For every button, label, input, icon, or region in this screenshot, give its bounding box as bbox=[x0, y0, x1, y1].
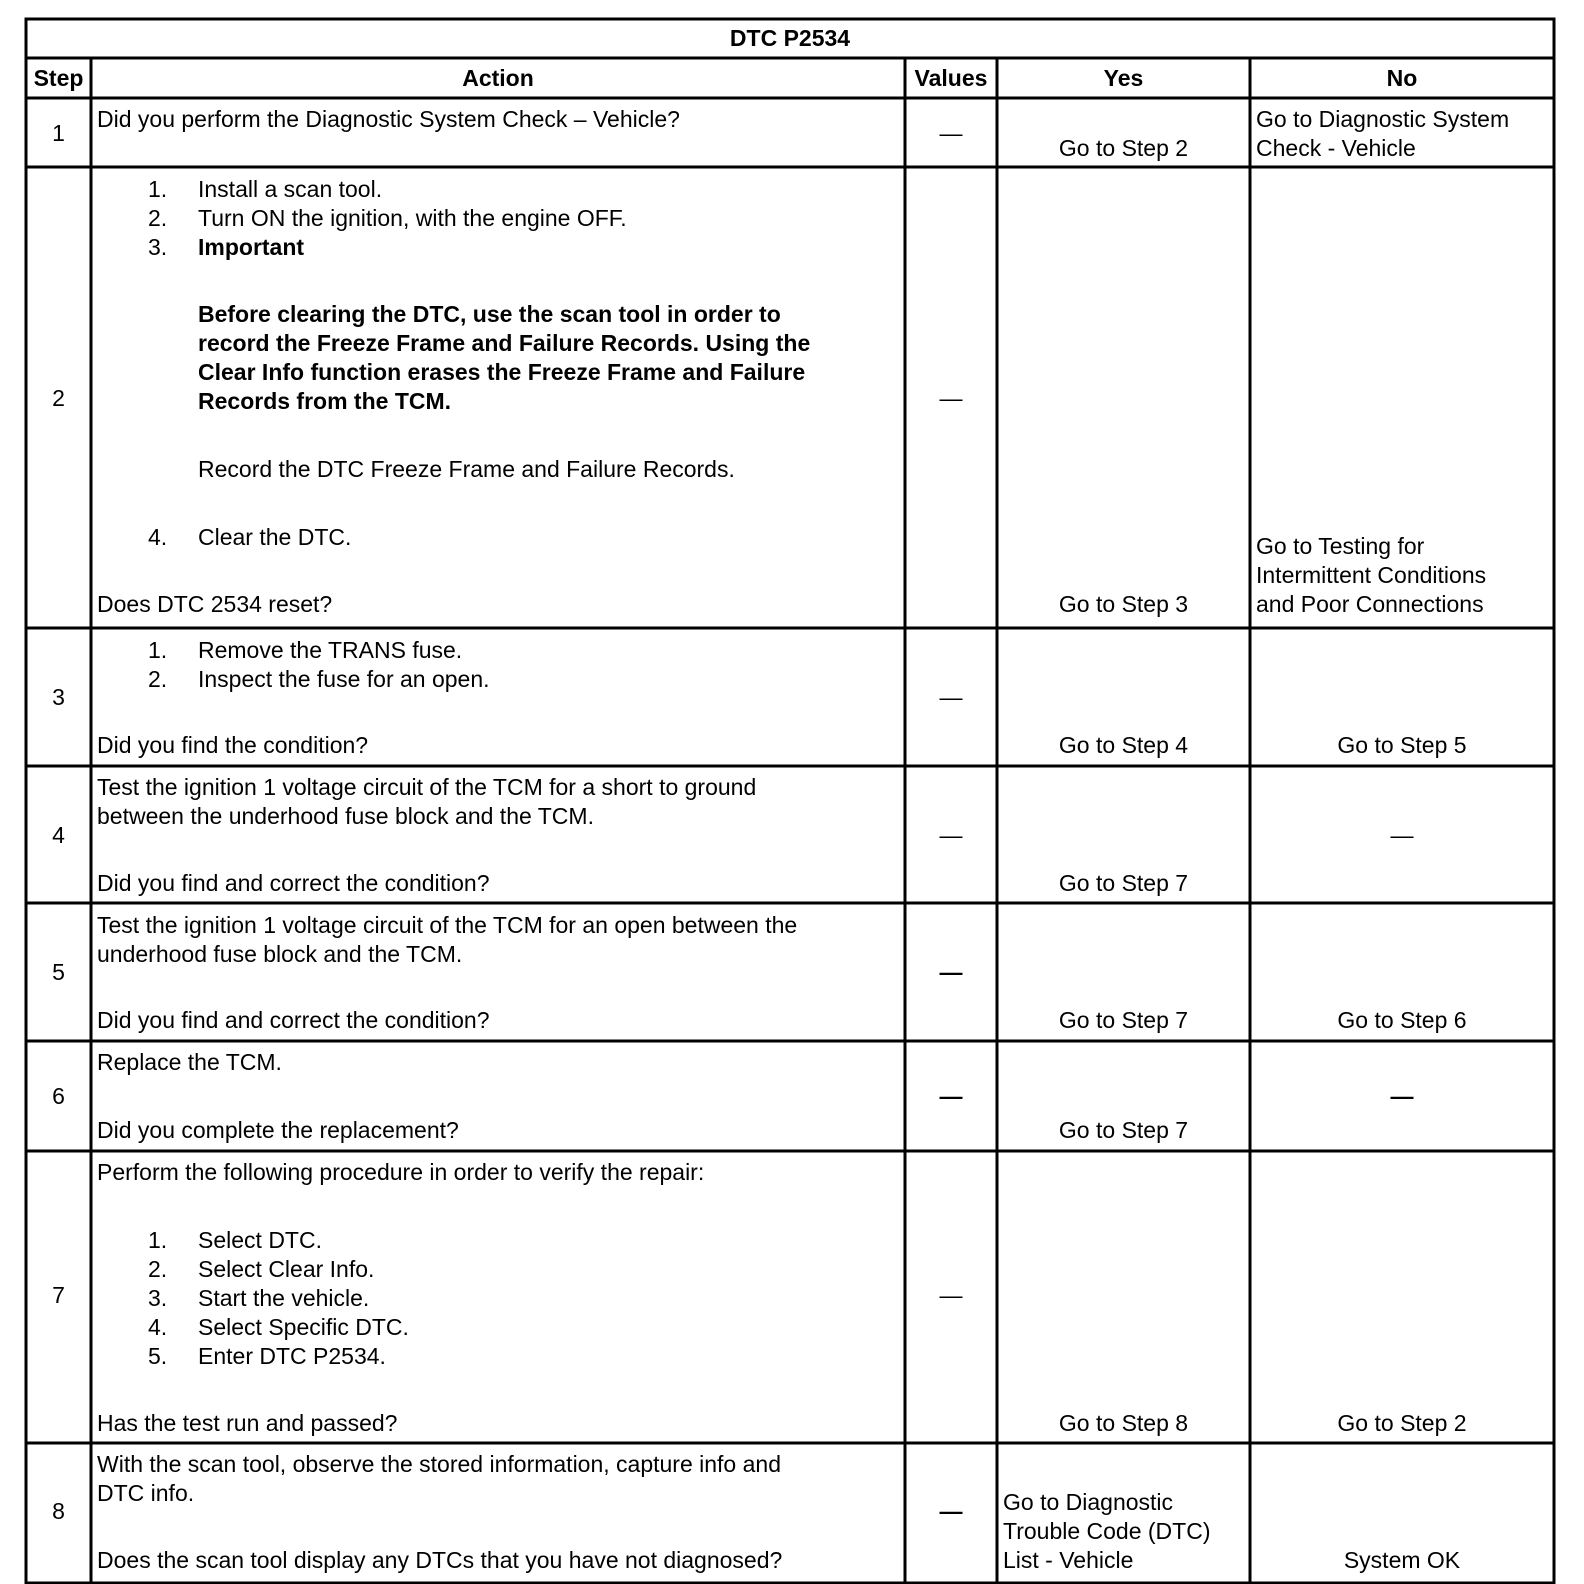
step-number: 5 bbox=[52, 959, 65, 985]
action-text-line: DTC info. bbox=[97, 1480, 195, 1506]
list-item: Turn ON the ignition, with the engine OFF. bbox=[198, 205, 627, 231]
important-note-line: record the Freeze Frame and Failure Records. Using the bbox=[198, 330, 811, 356]
no-cell: Go to Step 2 bbox=[1337, 1410, 1467, 1436]
question-text: Did you find and correct the condition? bbox=[97, 1007, 490, 1033]
no-cell-dash: — bbox=[1390, 1083, 1414, 1109]
list-item: Start the vehicle. bbox=[198, 1285, 370, 1311]
question-text: Did you find the condition? bbox=[97, 732, 369, 758]
step-number: 4 bbox=[52, 822, 65, 848]
action-text-line: With the scan tool, observe the stored information, capture info and bbox=[97, 1451, 781, 1477]
yes-cell: Go to Step 7 bbox=[1058, 1117, 1189, 1143]
no-cell-line: Check - Vehicle bbox=[1256, 135, 1416, 161]
step-number: 1 bbox=[52, 120, 65, 146]
no-cell-line: Intermittent Conditions bbox=[1256, 562, 1487, 588]
step-number: 6 bbox=[52, 1083, 65, 1109]
step-number: 7 bbox=[52, 1282, 65, 1308]
yes-cell: Go to Step 3 bbox=[1058, 591, 1189, 617]
list-number: 2. bbox=[148, 666, 168, 692]
yes-cell-line: Trouble Code (DTC) bbox=[1003, 1518, 1211, 1544]
list-number: 4. bbox=[148, 1314, 168, 1340]
yes-cell: Go to Step 7 bbox=[1058, 1007, 1189, 1033]
important-note-line: Clear Info function erases the Freeze Frame and Failure bbox=[198, 359, 806, 385]
no-cell-dash: — bbox=[1390, 822, 1414, 848]
question-text: Did you complete the replacement? bbox=[97, 1117, 459, 1143]
header-values: Values bbox=[914, 65, 988, 91]
yes-cell: Go to Step 7 bbox=[1058, 870, 1189, 896]
action-text-line: underhood fuse block and the TCM. bbox=[97, 941, 463, 967]
no-cell-line: Go to Testing for bbox=[1256, 533, 1425, 559]
no-cell: Go to Step 6 bbox=[1337, 1007, 1467, 1033]
table-title: DTC P2534 bbox=[729, 25, 851, 51]
step-number: 8 bbox=[52, 1498, 65, 1524]
values-dash: — bbox=[939, 1498, 963, 1524]
list-item: Select Clear Info. bbox=[198, 1256, 375, 1282]
question-text: Did you find and correct the condition? bbox=[97, 870, 490, 896]
list-item: Install a scan tool. bbox=[198, 176, 383, 202]
values-dash: — bbox=[939, 684, 963, 710]
question-text: Has the test run and passed? bbox=[97, 1410, 398, 1436]
action-text-line: Test the ignition 1 voltage circuit of the TCM for an open between the bbox=[97, 912, 798, 938]
list-item: Select Specific DTC. bbox=[198, 1314, 409, 1340]
action-text: Replace the TCM. bbox=[97, 1049, 282, 1075]
action-text-line: Test the ignition 1 voltage circuit of the TCM for a short to ground bbox=[97, 774, 757, 800]
values-dash: — bbox=[939, 120, 963, 146]
list-item: Clear the DTC. bbox=[198, 524, 352, 550]
list-item: Inspect the fuse for an open. bbox=[198, 666, 490, 692]
list-number: 4. bbox=[148, 524, 168, 550]
header-step: Step bbox=[33, 65, 84, 91]
list-number: 3. bbox=[148, 234, 168, 260]
important-note-line: Before clearing the DTC, use the scan tool in order to bbox=[198, 301, 781, 327]
list-item: Enter DTC P2534. bbox=[198, 1343, 386, 1369]
important-label: Important bbox=[198, 234, 305, 260]
values-dash: — bbox=[939, 1083, 963, 1109]
values-dash: — bbox=[939, 1282, 963, 1308]
list-item: Remove the TRANS fuse. bbox=[198, 637, 463, 663]
yes-cell: Go to Step 2 bbox=[1058, 135, 1189, 161]
list-number: 1. bbox=[148, 637, 168, 663]
list-number: 1. bbox=[148, 1227, 168, 1253]
yes-cell-line: List - Vehicle bbox=[1003, 1547, 1134, 1573]
list-number: 2. bbox=[148, 205, 168, 231]
no-cell-line: and Poor Connections bbox=[1256, 591, 1484, 617]
action-text: Perform the following procedure in order to verify the repair: bbox=[97, 1159, 705, 1185]
header-action: Action bbox=[462, 65, 534, 91]
no-cell: Go to Step 5 bbox=[1337, 732, 1467, 758]
step-number: 2 bbox=[52, 385, 65, 411]
no-cell: System OK bbox=[1343, 1547, 1461, 1573]
step-number: 3 bbox=[52, 684, 65, 710]
no-cell-line: Go to Diagnostic System bbox=[1256, 106, 1510, 132]
list-number: 5. bbox=[148, 1343, 168, 1369]
values-dash: — bbox=[939, 385, 963, 411]
important-note-line: Records from the TCM. bbox=[198, 388, 452, 414]
list-number: 3. bbox=[148, 1285, 168, 1311]
values-dash: — bbox=[939, 822, 963, 848]
question-text: Does DTC 2534 reset? bbox=[97, 591, 333, 617]
values-dash: — bbox=[939, 959, 963, 985]
record-text: Record the DTC Freeze Frame and Failure Records. bbox=[198, 456, 735, 482]
action-text: Did you perform the Diagnostic System Check – Vehicle? bbox=[97, 106, 680, 132]
header-yes: Yes bbox=[1103, 65, 1144, 91]
list-item: Select DTC. bbox=[198, 1227, 322, 1253]
yes-cell: Go to Step 4 bbox=[1058, 732, 1189, 758]
list-number: 1. bbox=[148, 176, 168, 202]
question-text: Does the scan tool display any DTCs that you have not diagnosed? bbox=[97, 1547, 783, 1573]
list-number: 2. bbox=[148, 1256, 168, 1282]
yes-cell-line: Go to Diagnostic bbox=[1003, 1489, 1174, 1515]
header-no: No bbox=[1386, 65, 1418, 91]
action-text-line: between the underhood fuse block and the TCM. bbox=[97, 803, 594, 829]
yes-cell: Go to Step 8 bbox=[1058, 1410, 1189, 1436]
